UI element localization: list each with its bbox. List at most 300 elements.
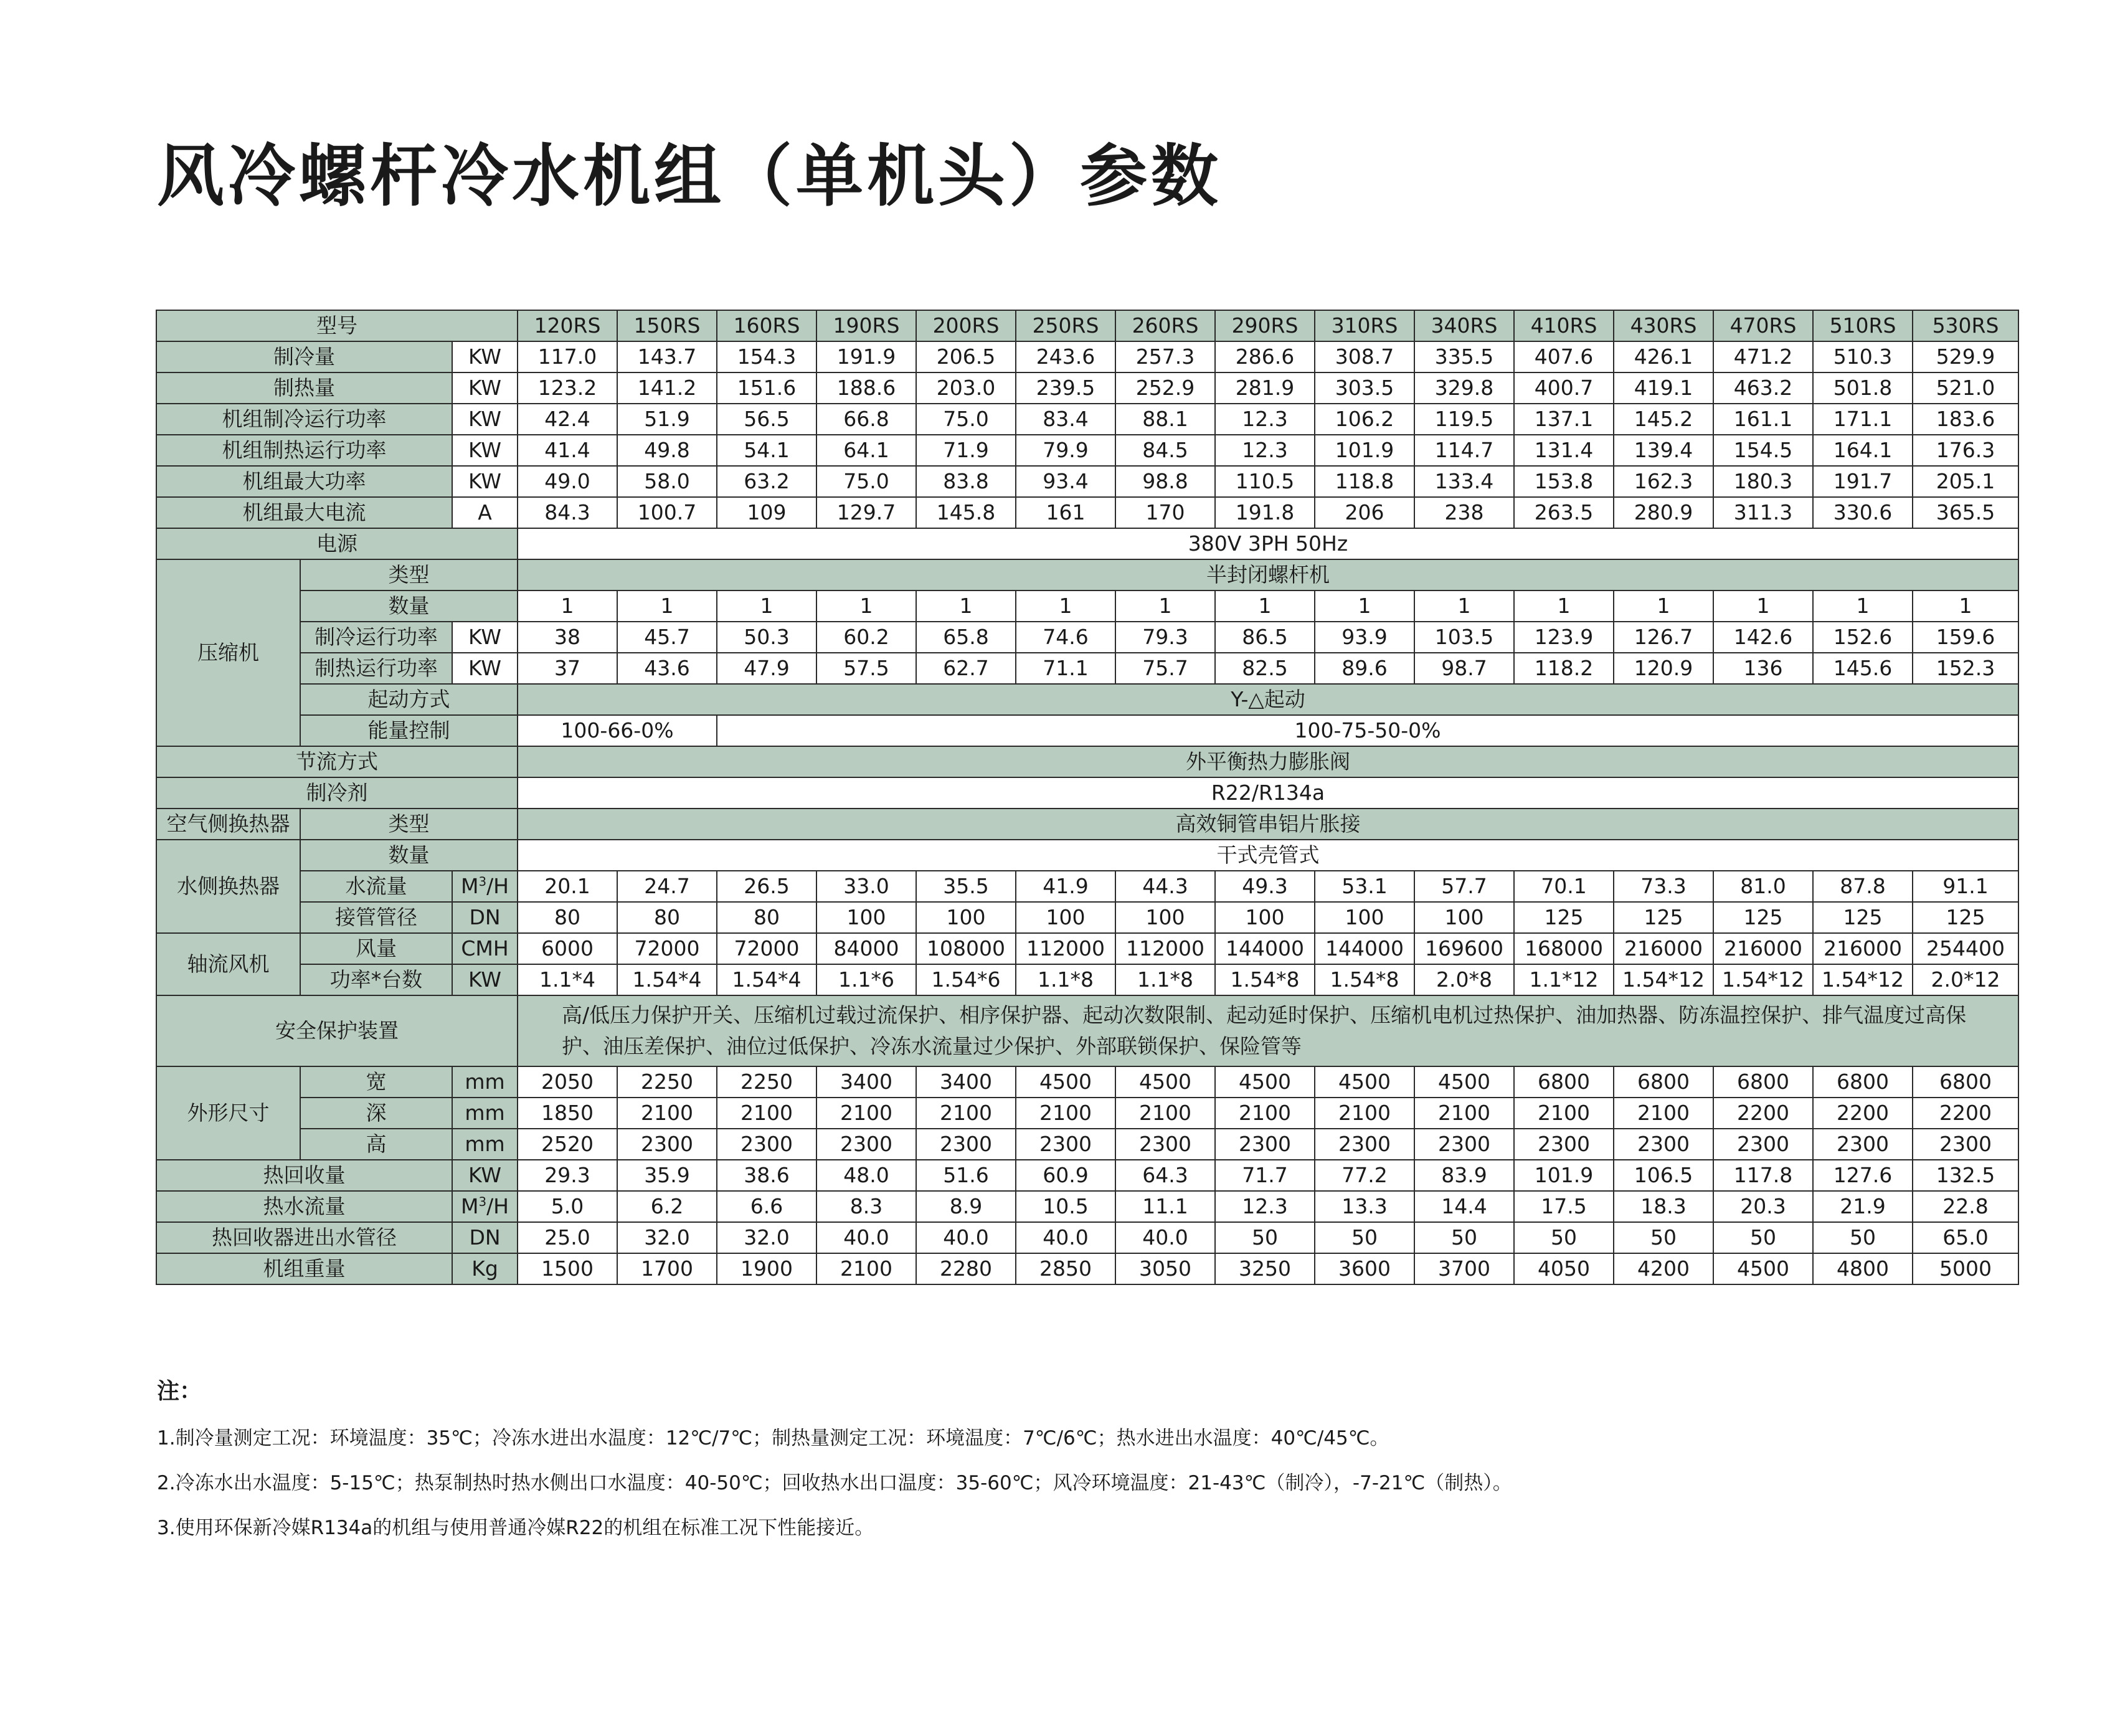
value-cell: 426.1 [1614, 341, 1713, 372]
value-cell: 1.54*8 [1215, 964, 1315, 995]
value-cell: 131.4 [1514, 435, 1614, 466]
value-cell: 71.7 [1215, 1160, 1315, 1191]
value-cell: 308.7 [1315, 341, 1414, 372]
notes-title: 注： [157, 1378, 202, 1404]
model-cell: 200RS [916, 310, 1016, 341]
value-cell: 101.9 [1315, 435, 1414, 466]
value-cell: 2250 [717, 1066, 816, 1098]
value-cell: 100 [1414, 902, 1514, 933]
value-cell: 1.54*12 [1614, 964, 1713, 995]
value-cell: 114.7 [1414, 435, 1514, 466]
value-cell: 329.8 [1414, 372, 1514, 404]
value-cell: 471.2 [1713, 341, 1813, 372]
unit-cell: KW [452, 1160, 518, 1191]
value-cell: 62.7 [916, 653, 1016, 684]
value-cell: 5000 [1913, 1253, 2018, 1284]
value-cell: 400.7 [1514, 372, 1614, 404]
unit-base: M [460, 874, 479, 898]
value-cell: 54.1 [717, 435, 816, 466]
value-cell: 126.7 [1614, 622, 1713, 653]
value-cell: 101.9 [1514, 1160, 1614, 1191]
unit-cell: KW [452, 964, 518, 995]
value-cell: 22.8 [1913, 1191, 2018, 1222]
value-cell: 24.7 [617, 871, 717, 902]
value-cell: 1 [1713, 591, 1813, 622]
model-cell: 340RS [1414, 310, 1514, 341]
value-cell: 38 [518, 622, 617, 653]
row-label: 制热量 [156, 372, 452, 404]
value-cell: 108000 [916, 933, 1016, 964]
value-cell: 75.7 [1115, 653, 1215, 684]
value-cell: 49.3 [1215, 871, 1315, 902]
value-cell: 161.1 [1713, 404, 1813, 435]
value-cell: 1.1*6 [816, 964, 916, 995]
value-cell: 2280 [916, 1253, 1016, 1284]
value-cell: 137.1 [1514, 404, 1614, 435]
value-cell: 191.9 [816, 341, 916, 372]
value-cell: 254400 [1913, 933, 2018, 964]
value-cell: 117.0 [518, 341, 617, 372]
value-cell: 252.9 [1115, 372, 1215, 404]
value-cell: 243.6 [1016, 341, 1115, 372]
group-label-compressor: 压缩机 [156, 559, 300, 746]
value-cell: 2250 [617, 1066, 717, 1098]
row-water-hx-quantity [156, 840, 2018, 871]
row-compressor-control [156, 715, 2018, 746]
value-cell: 170 [1115, 497, 1215, 528]
value-cell: 1.54*4 [717, 964, 816, 995]
value-cell: 153.8 [1514, 466, 1614, 497]
value-cell: 43.6 [617, 653, 717, 684]
value-cell: 100 [1315, 902, 1414, 933]
unit-base: M [460, 1194, 479, 1218]
value-cell: 109 [717, 497, 816, 528]
value-cell: 125 [1514, 902, 1614, 933]
row-label: 机组制热运行功率 [156, 435, 452, 466]
value-cell: 335.5 [1414, 341, 1514, 372]
value-cell: 1.54*12 [1813, 964, 1913, 995]
value-cell: 1.1*12 [1514, 964, 1614, 995]
row-label: 能量控制 [300, 715, 518, 746]
row-label: 型号 [156, 310, 518, 341]
value-cell: 139.4 [1614, 435, 1713, 466]
value-cell: 3250 [1215, 1253, 1315, 1284]
row-label: 深 [300, 1098, 452, 1129]
value-cell: 2300 [717, 1129, 816, 1160]
page-title: 风冷螺杆冷水机组（单机头）参数 [157, 138, 1223, 216]
value-cell: 64.1 [816, 435, 916, 466]
row-label: 接管管径 [300, 902, 452, 933]
value-cell: 1 [1813, 591, 1913, 622]
value-cell: 154.3 [717, 341, 816, 372]
notes [157, 1373, 2019, 1563]
value-cell: 183.6 [1913, 404, 2018, 435]
row-label: 机组制冷运行功率 [156, 404, 452, 435]
value-cell: 3050 [1115, 1253, 1215, 1284]
row-max-current [156, 497, 2018, 528]
value-cell: 98.8 [1115, 466, 1215, 497]
group-label-water-hx: 水侧换热器 [156, 840, 300, 933]
row-label: 节流方式 [156, 746, 518, 777]
unit-cell: Kg [452, 1253, 518, 1284]
row-model [156, 310, 2018, 341]
value-cell: 33.0 [816, 871, 916, 902]
row-label: 制冷量 [156, 341, 452, 372]
value-cell: 1.1*8 [1016, 964, 1115, 995]
note-line: 3.使用环保新冷媒R134a的机组与使用普通冷媒R22的机组在标准工况下性能接近。 [157, 1517, 874, 1539]
value-cell: 2300 [1215, 1129, 1315, 1160]
value-cell: 100 [816, 902, 916, 933]
value-cell: 125 [1813, 902, 1913, 933]
value-cell: 1 [1514, 591, 1614, 622]
value-cell: 127.6 [1813, 1160, 1913, 1191]
value-cell: 2300 [1414, 1129, 1514, 1160]
span-value: 外平衡热力膨胀阀 [518, 746, 2018, 777]
value-cell: 239.5 [1016, 372, 1115, 404]
value-cell: 154.5 [1713, 435, 1813, 466]
value-cell: 191.7 [1813, 466, 1913, 497]
value-cell: 120.9 [1614, 653, 1713, 684]
row-label: 起动方式 [300, 684, 518, 715]
unit-cell: KW [452, 622, 518, 653]
value-cell: 5.0 [518, 1191, 617, 1222]
value-cell: 206 [1315, 497, 1414, 528]
value-cell: 83.4 [1016, 404, 1115, 435]
value-cell: 65.0 [1913, 1222, 2018, 1253]
unit-cell: CMH [452, 933, 518, 964]
value-cell: 2300 [1115, 1129, 1215, 1160]
value-cell: 50 [1713, 1222, 1813, 1253]
value-cell: 161 [1016, 497, 1115, 528]
value-cell: 2100 [1315, 1098, 1414, 1129]
value-cell: 83.8 [916, 466, 1016, 497]
value-cell: 2100 [617, 1098, 717, 1129]
value-cell: 203.0 [916, 372, 1016, 404]
value-cell: 4800 [1813, 1253, 1913, 1284]
value-cell: 100 [1016, 902, 1115, 933]
value-cell: 49.8 [617, 435, 717, 466]
value-cell: 103.5 [1414, 622, 1514, 653]
value-cell: 169600 [1414, 933, 1514, 964]
value-cell: 56.5 [717, 404, 816, 435]
model-cell: 160RS [717, 310, 816, 341]
value-cell: 6800 [1913, 1066, 2018, 1098]
value-cell: 11.1 [1115, 1191, 1215, 1222]
row-compressor-heating-power [156, 653, 2018, 684]
row-fan-power [156, 964, 2018, 995]
value-cell: 1 [1913, 591, 2018, 622]
value-cell: 26.5 [717, 871, 816, 902]
row-label: 机组最大功率 [156, 466, 452, 497]
value-cell: 2300 [1016, 1129, 1115, 1160]
value-cell: 57.5 [816, 653, 916, 684]
value-cell: 79.3 [1115, 622, 1215, 653]
value-cell: 125 [1713, 902, 1813, 933]
row-label: 制冷运行功率 [300, 622, 452, 653]
value-cell: 2100 [1614, 1098, 1713, 1129]
value-cell: 32.0 [617, 1222, 717, 1253]
value-cell: 1 [518, 591, 617, 622]
value-cell: 41.9 [1016, 871, 1115, 902]
value-cell: 51.6 [916, 1160, 1016, 1191]
row-hot-water-flow [156, 1191, 2018, 1222]
value-cell: 1 [916, 591, 1016, 622]
value-cell: 3400 [916, 1066, 1016, 1098]
value-cell: 25.0 [518, 1222, 617, 1253]
group-label-fan: 轴流风机 [156, 933, 300, 995]
value-cell: 60.2 [816, 622, 916, 653]
value-cell: 50 [1813, 1222, 1913, 1253]
unit-tail: /H [486, 874, 509, 898]
unit-cell [452, 1191, 518, 1222]
value-cell: 4500 [1016, 1066, 1115, 1098]
value-cell: 40.0 [916, 1222, 1016, 1253]
value-cell: 463.2 [1713, 372, 1813, 404]
value-cell: 88.1 [1115, 404, 1215, 435]
value-cell: 1.1*8 [1115, 964, 1215, 995]
value-cell: 71.9 [916, 435, 1016, 466]
value-cell: 1500 [518, 1253, 617, 1284]
group-label-dimensions: 外形尺寸 [156, 1066, 300, 1160]
value-cell: 12.3 [1215, 1191, 1315, 1222]
value-cell: 4200 [1614, 1253, 1713, 1284]
value-cell: 144000 [1215, 933, 1315, 964]
value-cell: 2300 [1813, 1129, 1913, 1160]
value-cell: 40.0 [816, 1222, 916, 1253]
value-cell: 29.3 [518, 1160, 617, 1191]
span-value: Y-△起动 [518, 684, 2018, 715]
value-cell: 35.5 [916, 871, 1016, 902]
value-cell: 145.8 [916, 497, 1016, 528]
value-cell: 66.8 [816, 404, 916, 435]
row-label: 数量 [300, 591, 518, 622]
value-cell: 2100 [916, 1098, 1016, 1129]
value-cell: 58.0 [617, 466, 717, 497]
value-cell: 205.1 [1913, 466, 2018, 497]
value-cell: 2100 [1414, 1098, 1514, 1129]
value-cell: 1 [1414, 591, 1514, 622]
value-cell: 311.3 [1713, 497, 1813, 528]
value-cell: 2300 [916, 1129, 1016, 1160]
value-cell: 365.5 [1913, 497, 2018, 528]
value-cell: 77.2 [1315, 1160, 1414, 1191]
value-cell: 17.5 [1514, 1191, 1614, 1222]
value-cell: 81.0 [1713, 871, 1813, 902]
spec-table [156, 310, 2019, 1285]
value-cell: 2100 [1115, 1098, 1215, 1129]
value-cell: 112000 [1016, 933, 1115, 964]
unit-cell: mm [452, 1098, 518, 1129]
row-label: 风量 [300, 933, 452, 964]
value-cell: 51.9 [617, 404, 717, 435]
value-cell: 100 [1215, 902, 1315, 933]
value-cell: 6000 [518, 933, 617, 964]
value-cell: 110.5 [1215, 466, 1315, 497]
row-dim-width [156, 1066, 2018, 1098]
value-cell: 71.1 [1016, 653, 1115, 684]
row-fan-airflow [156, 933, 2018, 964]
row-water-flow [156, 871, 2018, 902]
value-cell: 303.5 [1315, 372, 1414, 404]
model-cell: 250RS [1016, 310, 1115, 341]
value-cell: 75.0 [916, 404, 1016, 435]
value-cell: 216000 [1813, 933, 1913, 964]
value-cell: 263.5 [1514, 497, 1614, 528]
value-cell: 2300 [1713, 1129, 1813, 1160]
row-refrigerant [156, 777, 2018, 809]
unit-cell: DN [452, 902, 518, 933]
value-cell: 125 [1913, 902, 2018, 933]
value-cell: 42.4 [518, 404, 617, 435]
value-cell: 4500 [1115, 1066, 1215, 1098]
value-cell: 407.6 [1514, 341, 1614, 372]
value-cell: 151.6 [717, 372, 816, 404]
row-label: 功率*台数 [300, 964, 452, 995]
row-label: 机组最大电流 [156, 497, 452, 528]
value-cell: 238 [1414, 497, 1514, 528]
value-cell: 12.3 [1215, 404, 1315, 435]
value-cell: 2300 [1913, 1129, 2018, 1160]
value-cell: 1.54*6 [916, 964, 1016, 995]
value-cell: 74.6 [1016, 622, 1115, 653]
unit-cell [452, 871, 518, 902]
value-cell: 60.9 [1016, 1160, 1115, 1191]
unit-tail: /H [486, 1194, 509, 1218]
value-cell: 2520 [518, 1129, 617, 1160]
value-cell: 89.6 [1315, 653, 1414, 684]
row-label: 电源 [156, 528, 518, 559]
value-cell: 50 [1215, 1222, 1315, 1253]
value-cell: 70.1 [1514, 871, 1614, 902]
model-cell: 260RS [1115, 310, 1215, 341]
value-cell: 79.9 [1016, 435, 1115, 466]
value-cell: 13.3 [1315, 1191, 1414, 1222]
value-cell: 47.9 [717, 653, 816, 684]
value-cell: 80 [617, 902, 717, 933]
model-cell: 510RS [1813, 310, 1913, 341]
value-cell: 8.3 [816, 1191, 916, 1222]
model-cell: 190RS [816, 310, 916, 341]
value-cell: 206.5 [916, 341, 1016, 372]
value-cell: 133.4 [1414, 466, 1514, 497]
value-cell: 82.5 [1215, 653, 1315, 684]
value-cell: 136 [1713, 653, 1813, 684]
value-cell: 180.3 [1713, 466, 1813, 497]
value-cell: 4500 [1414, 1066, 1514, 1098]
value-cell: 216000 [1614, 933, 1713, 964]
value-cell: 2300 [816, 1129, 916, 1160]
value-cell: 2850 [1016, 1253, 1115, 1284]
value-cell: 48.0 [816, 1160, 916, 1191]
value-cell: 8.9 [916, 1191, 1016, 1222]
row-dim-height [156, 1129, 2018, 1160]
value-cell: 14.4 [1414, 1191, 1514, 1222]
value-cell: 2100 [816, 1098, 916, 1129]
value-cell: 86.5 [1215, 622, 1315, 653]
value-cell: 50.3 [717, 622, 816, 653]
row-label: 宽 [300, 1066, 452, 1098]
value-cell: 330.6 [1813, 497, 1913, 528]
value-cell: 53.1 [1315, 871, 1414, 902]
value-cell: 257.3 [1115, 341, 1215, 372]
model-cell: 310RS [1315, 310, 1414, 341]
value-cell: 281.9 [1215, 372, 1315, 404]
value-cell: 93.4 [1016, 466, 1115, 497]
row-water-pipe [156, 902, 2018, 933]
unit-cell: KW [452, 372, 518, 404]
row-heat-recovery [156, 1160, 2018, 1191]
value-cell: 1 [717, 591, 816, 622]
value-cell: 18.3 [1614, 1191, 1713, 1222]
value-cell: 1 [1215, 591, 1315, 622]
value-cell: 159.6 [1913, 622, 2018, 653]
value-cell: 164.1 [1813, 435, 1913, 466]
value-cell: 3400 [816, 1066, 916, 1098]
value-cell: 119.5 [1414, 404, 1514, 435]
value-cell: 40.0 [1016, 1222, 1115, 1253]
value-cell: 1 [617, 591, 717, 622]
row-recovery-pipe [156, 1222, 2018, 1253]
value-cell: 98.7 [1414, 653, 1514, 684]
row-label: 水流量 [300, 871, 452, 902]
row-heating-power [156, 435, 2018, 466]
value-cell: 125 [1614, 902, 1713, 933]
value-cell: 100 [916, 902, 1016, 933]
value-cell: 4050 [1514, 1253, 1614, 1284]
row-label: 热水流量 [156, 1191, 452, 1222]
value-cell: 3600 [1315, 1253, 1414, 1284]
value-cell: 1 [1016, 591, 1115, 622]
row-weight [156, 1253, 2018, 1284]
value-cell: 2300 [617, 1129, 717, 1160]
value-cell: 2200 [1913, 1098, 2018, 1129]
value-cell: 75.0 [816, 466, 916, 497]
value-cell: 129.7 [816, 497, 916, 528]
value-cell: 6800 [1514, 1066, 1614, 1098]
value-cell: 1 [1614, 591, 1713, 622]
value-cell: 91.1 [1913, 871, 2018, 902]
value-cell: 21.9 [1813, 1191, 1913, 1222]
value-cell: 6.6 [717, 1191, 816, 1222]
value-cell: 2100 [1215, 1098, 1315, 1129]
value-cell: 100 [1115, 902, 1215, 933]
value-cell: 1850 [518, 1098, 617, 1129]
value-cell: 1900 [717, 1253, 816, 1284]
row-throttle [156, 746, 2018, 777]
model-cell: 150RS [617, 310, 717, 341]
value-cell: 10.5 [1016, 1191, 1115, 1222]
span-value: 100-75-50-0% [717, 715, 2018, 746]
row-compressor-start [156, 684, 2018, 715]
value-cell: 176.3 [1913, 435, 2018, 466]
value-cell: 168000 [1514, 933, 1614, 964]
value-cell: 2300 [1514, 1129, 1614, 1160]
unit-cell: KW [452, 466, 518, 497]
value-cell: 4500 [1315, 1066, 1414, 1098]
row-label: 机组重量 [156, 1253, 452, 1284]
row-compressor-cooling-power [156, 622, 2018, 653]
group-label-air-hx: 空气侧换热器 [156, 809, 300, 840]
value-cell: 106.2 [1315, 404, 1414, 435]
value-cell: 2.0*8 [1414, 964, 1514, 995]
value-cell: 35.9 [617, 1160, 717, 1191]
unit-sup: 3 [478, 875, 487, 889]
value-cell: 20.3 [1713, 1191, 1813, 1222]
value-cell: 49.0 [518, 466, 617, 497]
value-cell: 57.7 [1414, 871, 1514, 902]
note-line: 2.冷冻水出水温度：5-15℃；热泵制热时热水侧出口水温度：40-50℃；回收热水出口温度：35-60℃；风冷环境温度：21-43℃（制冷），-7-21℃（制热）。 [157, 1472, 1512, 1494]
value-cell: 41.4 [518, 435, 617, 466]
